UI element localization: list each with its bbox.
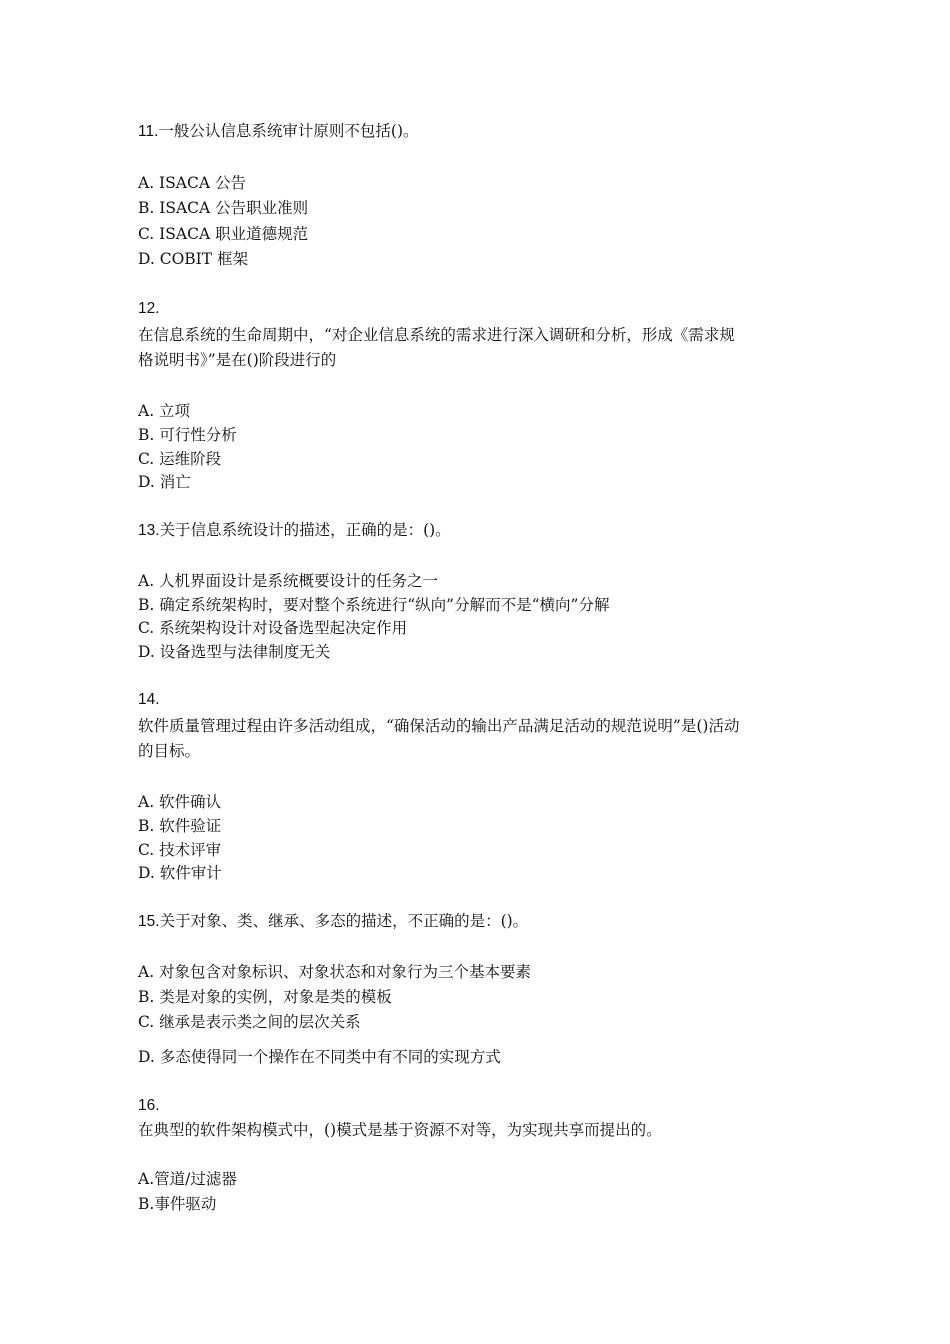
- question-16-number: 16.: [138, 1097, 160, 1114]
- question-number: 13.: [138, 522, 160, 539]
- question-15-stem: [138, 911, 528, 932]
- question-text: 一般公认信息系统审计原则不包括()。: [158, 122, 419, 140]
- question-13-stem: [138, 520, 451, 541]
- option-12-b: B. 可行性分析: [138, 426, 237, 444]
- option-14-b: B. 软件验证: [138, 817, 222, 835]
- question-11-stem: [138, 121, 419, 142]
- option-11-b: B. ISACA 公告职业准则: [138, 199, 309, 217]
- option-13-b: B. 确定系统架构时，要对整个系统进行“纵向”分解而不是“横向”分解: [138, 596, 610, 614]
- question-text: 关于信息系统设计的描述，正确的是：()。: [159, 521, 451, 539]
- option-16-b: B.事件驱动: [138, 1195, 217, 1213]
- question-14-number: 14.: [138, 691, 160, 708]
- option-15-b: B. 类是对象的实例，对象是类的模板: [138, 988, 392, 1006]
- option-11-a: A. ISACA 公告: [138, 174, 246, 192]
- option-11-c: C. ISACA 职业道德规范: [138, 225, 309, 243]
- option-14-c: C. 技术评审: [138, 841, 222, 859]
- question-12-stem-line-1: 在信息系统的生命周期中，“对企业信息系统的需求进行深入调研和分析，形成《需求规: [138, 326, 735, 344]
- question-number: 15.: [138, 913, 160, 930]
- option-12-c: C. 运维阶段: [138, 450, 222, 468]
- option-12-d: D. 消亡: [138, 473, 191, 491]
- option-14-d: D. 软件审计: [138, 864, 222, 882]
- question-text: 关于对象、类、继承、多态的描述，不正确的是：()。: [159, 912, 529, 930]
- question-number: 11.: [138, 123, 159, 140]
- option-14-a: A. 软件确认: [138, 793, 222, 811]
- option-16-a: A.管道/过滤器: [138, 1170, 237, 1188]
- option-13-c: C. 系统架构设计对设备选型起决定作用: [138, 619, 408, 637]
- question-12-stem-line-2: 格说明书》”是在()阶段进行的: [138, 351, 337, 369]
- option-15-a: A. 对象包含对象标识、对象状态和对象行为三个基本要素: [138, 963, 532, 981]
- question-12-number: 12.: [138, 300, 160, 317]
- question-14-stem-line-1: 软件质量管理过程由许多活动组成，“确保活动的输出产品满足活动的规范说明”是()活动: [138, 717, 740, 735]
- question-14-stem-line-2: 的目标。: [138, 742, 201, 760]
- option-15-c: C. 继承是表示类之间的层次关系: [138, 1013, 361, 1031]
- option-12-a: A. 立项: [138, 402, 191, 420]
- option-13-a: A. 人机界面设计是系统概要设计的任务之一: [138, 572, 439, 590]
- option-15-d: D. 多态使得同一个操作在不同类中有不同的实现方式: [138, 1048, 501, 1066]
- option-11-d: D. COBIT 框架: [138, 250, 249, 268]
- option-13-d: D. 设备选型与法律制度无关: [138, 643, 331, 661]
- question-16-stem: 在典型的软件架构模式中，()模式是基于资源不对等，为实现共享而提出的。: [138, 1121, 662, 1139]
